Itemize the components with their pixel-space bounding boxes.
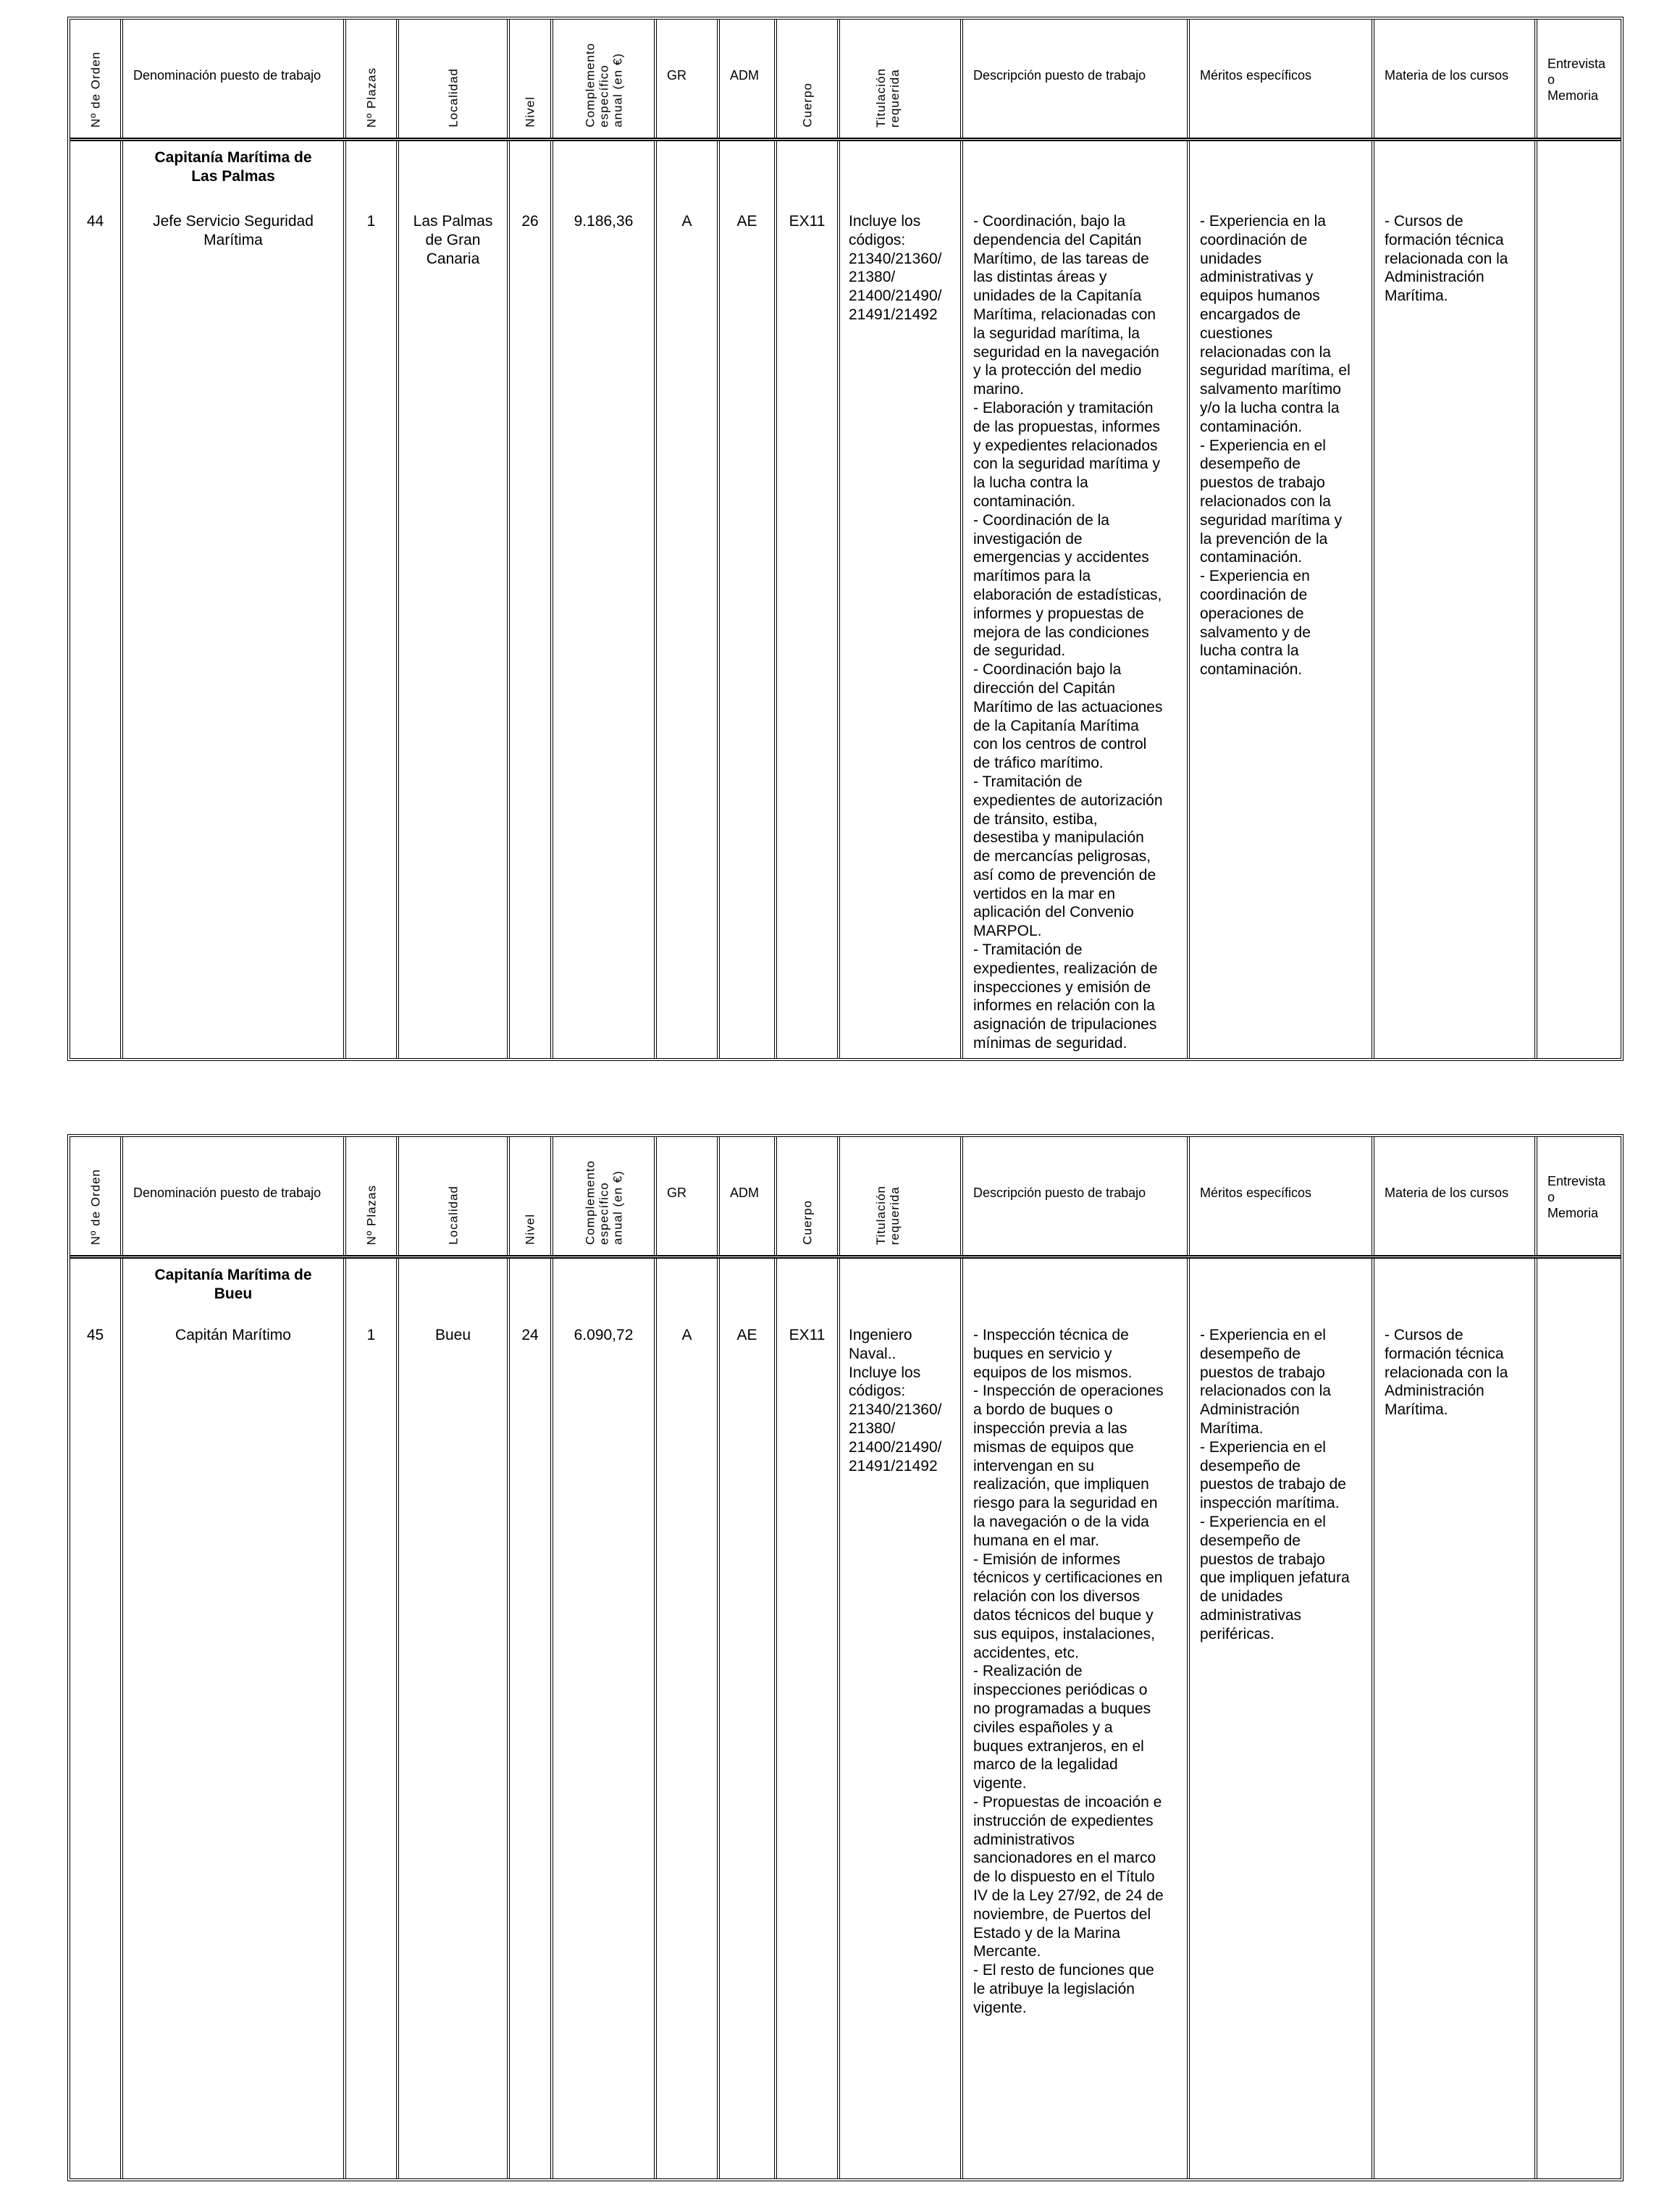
header-cursos: Materia de los cursos: [1374, 1137, 1537, 1255]
header-titulacion: Titulación requerida: [840, 1137, 963, 1255]
cell-complemento: 9.186,36: [553, 141, 657, 1058]
cell-cursos: - Cursos de formación técnica relacionada con la Administración Marítima.: [1374, 1259, 1537, 2178]
header-localidad: Localidad: [399, 20, 510, 138]
header-plazas: Nº Plazas: [346, 20, 399, 138]
header-orden: Nº de Orden: [70, 1137, 123, 1255]
cell-titulacion: Incluye los códigos: 21340/21360/ 21380/ 21400/21490/ 21491/21492: [840, 141, 963, 1058]
header-complemento: Complemento específico anual (en €): [553, 20, 657, 138]
cell-plazas: 1: [346, 1259, 399, 2178]
table-row: [70, 141, 1621, 1058]
cell-localidad: Bueu: [399, 1259, 510, 2178]
header-nivel: Nivel: [510, 1137, 553, 1255]
header-nivel: Nivel: [510, 20, 553, 138]
header-meritos: Méritos específicos: [1190, 1137, 1374, 1255]
cell-orden: 44: [70, 141, 123, 1058]
header-complemento: Complemento específico anual (en €): [553, 1137, 657, 1255]
header-gr: GR: [657, 20, 720, 138]
cell-complemento: 6.090,72: [553, 1259, 657, 2178]
cell-titulacion: Ingeniero Naval.. Incluye los códigos: 21340/21360/ 21380/ 21400/21490/ 21491/21492: [840, 1259, 963, 2178]
cell-orden: 45: [70, 1259, 123, 2178]
job-title: Capitán Marítimo: [175, 1327, 291, 1343]
cell-meritos: - Experiencia en el desempeño de puestos de trabajo relacionados con la Administración Marítima. - Experiencia en el desempeño de puestos de trabajo de inspección marítima. - Experiencia en el desempeño de puestos de trabajo que impliquen jefatura de unidades administrativas periféricas.: [1190, 1259, 1374, 2178]
cell-gr: A: [657, 141, 720, 1058]
table-header: [70, 1137, 1621, 1259]
header-titulacion: Titulación requerida: [840, 20, 963, 138]
job-table: [67, 1134, 1624, 2181]
header-entrevista: Entrevista o Memoria: [1547, 56, 1606, 103]
cell-cuerpo: EX11: [777, 141, 840, 1058]
header-gr: GR: [657, 1137, 720, 1255]
cell-cursos: - Cursos de formación técnica relacionada con la Administración Marítima.: [1374, 141, 1537, 1058]
cell-plazas: 1: [346, 141, 399, 1058]
cell-adm: AE: [720, 1259, 777, 2178]
header-plazas: Nº Plazas: [346, 1137, 399, 1255]
header-cuerpo: Cuerpo: [777, 20, 840, 138]
header-denominacion: Denominación puesto de trabajo: [123, 20, 346, 138]
header-localidad: Localidad: [399, 1137, 510, 1255]
cell-nivel: 24: [510, 1259, 553, 2178]
cell-localidad: Las Palmas de Gran Canaria: [399, 141, 510, 1058]
cell-cuerpo: EX11: [777, 1259, 840, 2178]
header-adm: ADM: [720, 1137, 777, 1255]
cell-denominacion: [123, 1259, 346, 2178]
cell-descripcion: - Coordinación, bajo la dependencia del Capitán Marítimo, de las tareas de las distintas áreas y unidades de la Capitanía Marítima, relacionadas con la seguridad marítima, la seguridad en la navegación y la protección del medio marino. - Elaboración y tramitación de las propuestas, informes y expedientes relacionados con la seguridad marítima y la lucha contra la contaminación. - Coordinación de la investigación de emergencias y accidentes marítimos para la elaboración de estadísticas, informes y propuestas de mejora de las condiciones de seguridad. - Coordinación bajo la dirección del Capitán Marítimo de las actuaciones de la Capitanía Marítima con los centros de control de tráfico marítimo. - Tramitación de expedientes de autorización de tránsito, estiba, desestiba y manipulación de mercancías peligrosas, así como de prevención de vertidos en la mar en aplicación del Convenio MARPOL. - Tramitación de expedientes, realización de inspecciones y emisión de informes en relación con la asignación de tripulaciones mínimas de seguridad.: [963, 141, 1190, 1058]
job-title: Jefe Servicio Seguridad Marítima: [153, 213, 314, 248]
header-orden: Nº de Orden: [70, 20, 123, 138]
cell-denominacion: [123, 141, 346, 1058]
cell-adm: AE: [720, 141, 777, 1058]
unit-heading: Capitanía Marítima de Bueu: [154, 1267, 312, 1302]
header-denominacion: Denominación puesto de trabajo: [123, 1137, 346, 1255]
cell-entrevista: [1537, 141, 1621, 1058]
header-entrevista: Entrevista o Memoria: [1547, 1174, 1606, 1220]
header-meritos: Méritos específicos: [1190, 20, 1374, 138]
header-descripcion: Descripción puesto de trabajo: [963, 20, 1190, 138]
cell-entrevista: [1537, 1259, 1621, 2178]
header-cursos: Materia de los cursos: [1374, 20, 1537, 138]
job-table: [67, 17, 1624, 1061]
table-header: [70, 20, 1621, 141]
cell-meritos: - Experiencia en la coordinación de unidades administrativas y equipos humanos encargados de cuestiones relacionadas con la seguridad marítima, el salvamento marítimo y/o la lucha contra la contaminación. - Experiencia en el desempeño de puestos de trabajo relacionados con la seguridad marítima y la prevención de la contaminación. - Experiencia en coordinación de operaciones de salvamento y de lucha contra la contaminación.: [1190, 141, 1374, 1058]
cell-nivel: 26: [510, 141, 553, 1058]
header-descripcion: Descripción puesto de trabajo: [963, 1137, 1190, 1255]
header-cuerpo: Cuerpo: [777, 1137, 840, 1255]
unit-heading: Capitanía Marítima de Las Palmas: [154, 149, 312, 185]
cell-gr: A: [657, 1259, 720, 2178]
header-adm: ADM: [720, 20, 777, 138]
cell-descripcion: - Inspección técnica de buques en servicio y equipos de los mismos. - Inspección de operaciones a bordo de buques o inspección previa a las mismas de equipos que intervengan en su realización, que impliquen riesgo para la seguridad en la navegación o de la vida humana en el mar. - Emisión de informes técnicos y certificaciones en relación con los diversos datos técnicos del buque y sus equipos, instalaciones, accidentes, etc. - Realización de inspecciones periódicas o no programadas a buques civiles españoles y a buques extranjeros, en el marco de la legalidad vigente. - Propuestas de incoación e instrucción de expedientes administrativos sancionadores en el marco de lo dispuesto en el Título IV de la Ley 27/92, de 24 de noviembre, de Puertos del Estado y de la Marina Mercante. - El resto de funciones que le atribuye la legislación vigente.: [963, 1259, 1190, 2178]
table-row: [70, 1259, 1621, 2178]
